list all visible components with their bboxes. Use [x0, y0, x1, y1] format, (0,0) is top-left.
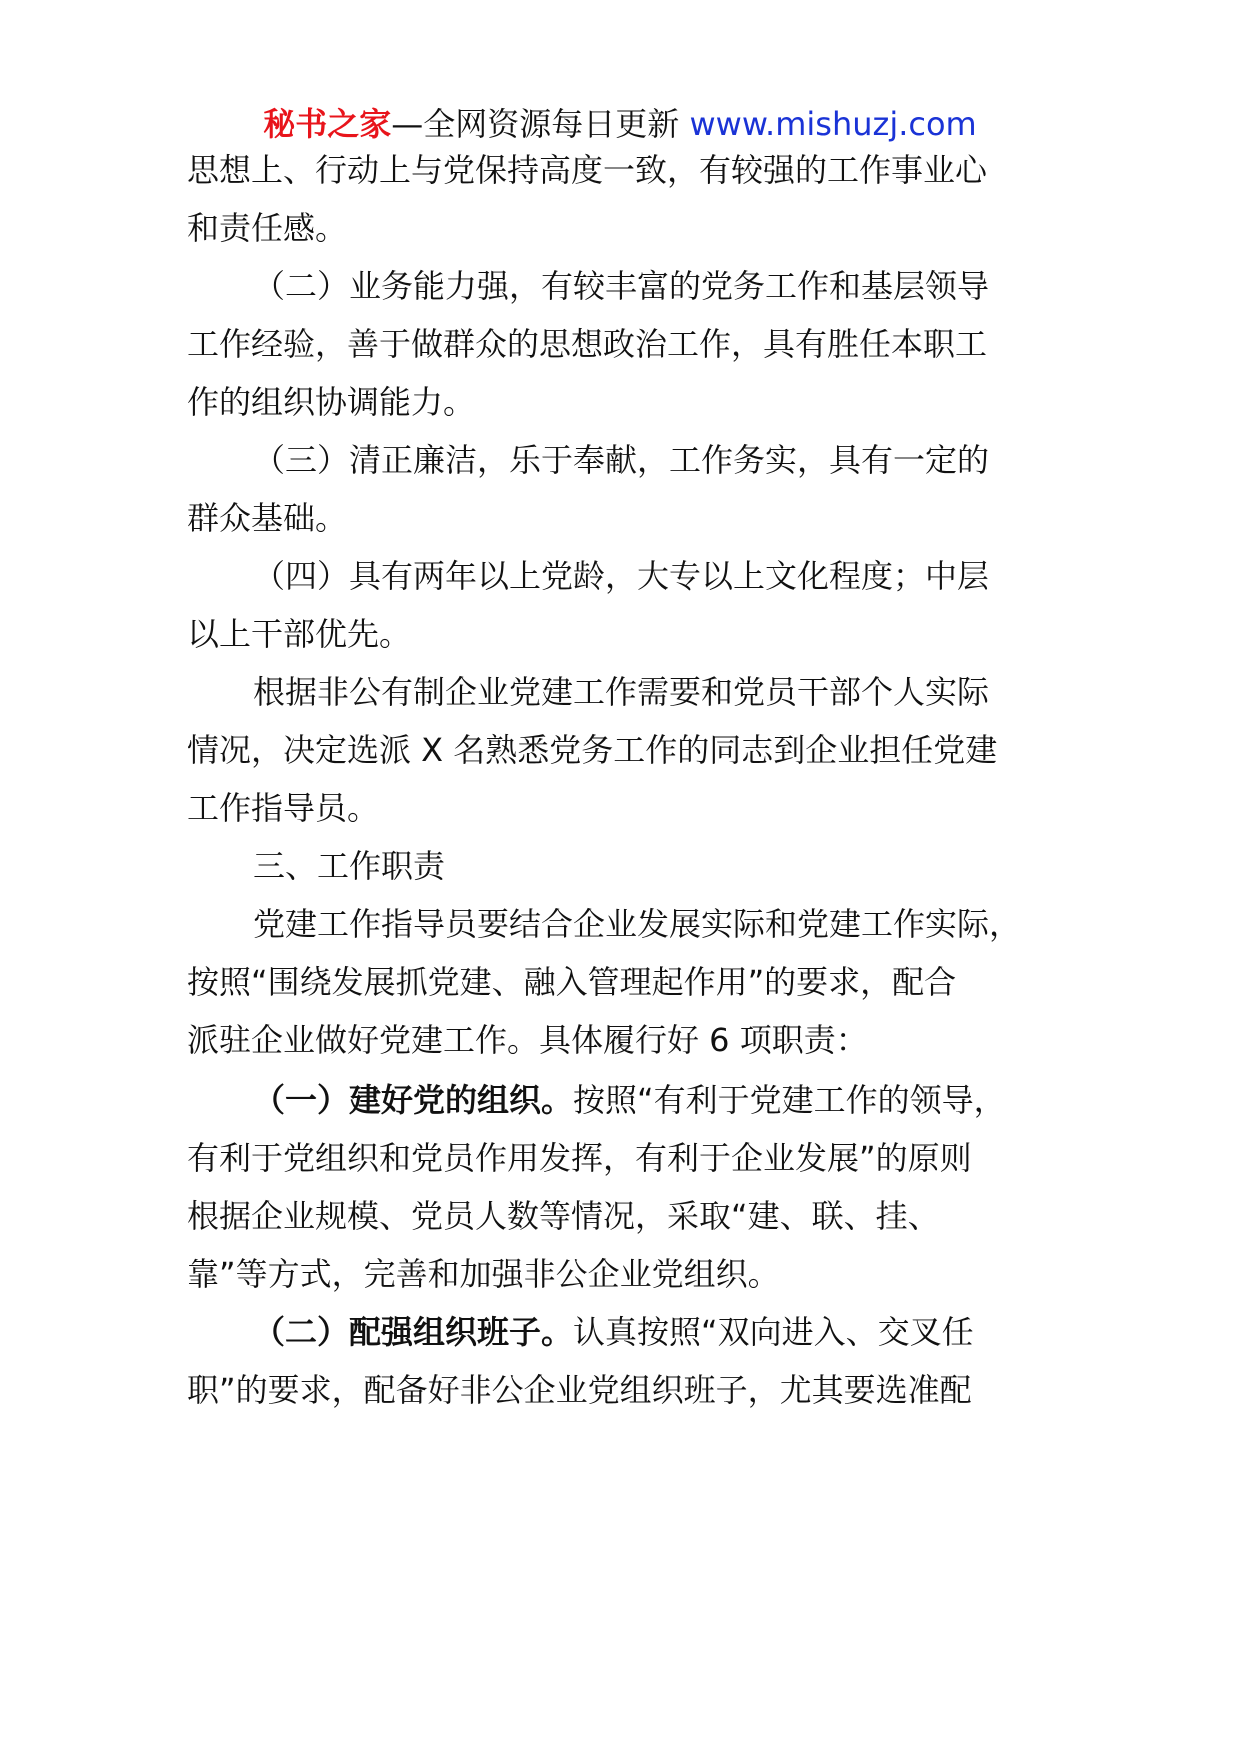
text-line: 职”的要求，配备好非公企业党组织班子，尤其要选准配 [187, 1371, 972, 1409]
site-tagline: —全网资源每日更新 [391, 105, 690, 143]
text-line: 有利于党组织和党员作用发挥，有利于企业发展”的原则 [187, 1139, 972, 1177]
text-line: 群众基础。 [187, 499, 348, 537]
bold-subheading: （二）配强组织班子。 [253, 1313, 574, 1351]
text-run: 认真按照“双向进入、交叉任 [573, 1313, 974, 1351]
text-line: 靠”等方式，完善和加强非公企业党组织。 [187, 1255, 780, 1293]
text-run: 按照“有利于党建工作的领导， [573, 1081, 1006, 1119]
section-heading: 三、工作职责 [253, 847, 446, 885]
text-line: （二）业务能力强，有较丰富的党务工作和基层领导 [253, 267, 990, 305]
text-line: 以上干部优先。 [187, 615, 412, 653]
text-line: 工作指导员。 [187, 789, 380, 827]
text-line [253, 1080, 1006, 1120]
bold-subheading: （一）建好党的组织。 [253, 1081, 574, 1119]
text-line: 按照“围绕发展抓党建、融入管理起作用”的要求，配合 [187, 963, 957, 1001]
text-line: 根据企业规模、党员人数等情况，采取“建、联、挂、 [187, 1197, 940, 1235]
text-line: （四）具有两年以上党龄，大专以上文化程度；中层 [253, 557, 990, 595]
text-line [253, 1312, 974, 1352]
text-line: 根据非公有制企业党建工作需要和党员干部个人实际 [253, 673, 990, 711]
text-line: 和责任感。 [187, 209, 348, 247]
text-line: 工作经验，善于做群众的思想政治工作，具有胜任本职工 [187, 325, 988, 363]
text-line: 党建工作指导员要结合企业发展实际和党建工作实际， [253, 905, 1022, 943]
text-line: 派驻企业做好党建工作。具体履行好 6 项职责： [187, 1021, 868, 1059]
site-brand: 秘书之家 [263, 105, 392, 143]
text-line: （三）清正廉洁，乐于奉献，工作务实，具有一定的 [253, 441, 990, 479]
text-line: 作的组织协调能力。 [187, 383, 476, 421]
site-url-link[interactable]: www.mishuzj.com [689, 105, 977, 143]
text-line: 思想上、行动上与党保持高度一致，有较强的工作事业心 [187, 151, 988, 189]
text-line: 情况，决定选派 X 名熟悉党务工作的同志到企业担任党建 [187, 731, 998, 769]
site-header [0, 100, 1240, 148]
